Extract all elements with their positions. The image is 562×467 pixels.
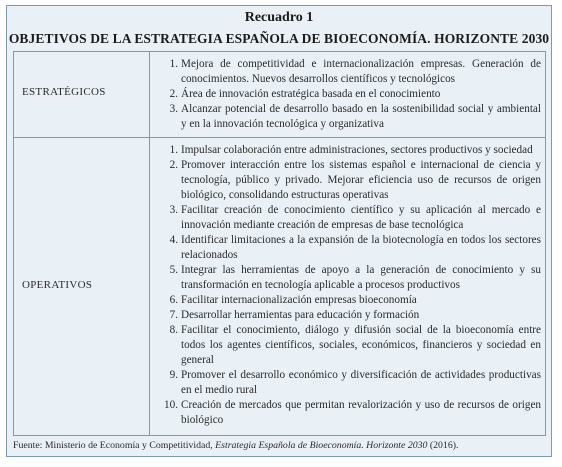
item-text: Facilitar internacionalización empresas bioeconomía [181,294,417,306]
operative-row [14,137,545,435]
item-number: 1. [169,58,178,70]
item-text: Área de innovación estratégica basada en el conocimiento [181,88,441,100]
item-text: Alcanzar potencial de desarrollo basado en la sostenibilidad social y ambiental y en la innovación tecnológica y organizativa [181,103,541,130]
item-number: 1. [169,144,178,156]
item-text: Integrar las herramientas de apoyo a la generación de conocimiento y su transformación en tecnología aplicable a procesos productivos [181,264,541,291]
list-item [156,368,541,398]
list-item [156,308,541,323]
item-text: Creación de mercados que permitan revalorización y uso de recursos de origen biológico [181,399,541,426]
strategic-objectives-list [156,57,541,132]
item-number: 4. [169,234,178,246]
item-text: Facilitar el conocimiento, diálogo y difusión social de la bioeconomía entre todos los agentes científicos, sociales, económicos, financieros y sociedad en general [181,324,541,366]
source-suffix: (2016). [427,440,459,451]
objectives-table [13,51,546,436]
item-number: 7. [169,309,178,321]
source-prefix: Fuente: Ministerio de Economía y Competitividad, [13,440,216,451]
box-label: Recuadro 1 [244,10,314,25]
item-text: Desarrollar herramientas para educación y formación [181,309,420,321]
item-text: Impulsar colaboración entre administraciones, sectores productivos y sociedad [181,144,533,156]
item-text: Facilitar creación de conocimiento científico y su aplicación al mercado e innovación mediante creación de empresas de base tecnológica [181,204,541,231]
list-item [156,263,541,293]
item-number: 8. [169,324,178,336]
item-text: Promover el desarrollo económico y diversificación de actividades productivas en el medio rural [181,369,541,396]
list-item [156,143,541,158]
item-number: 6. [169,294,178,306]
list-item [156,323,541,368]
list-item [156,87,541,102]
list-item [156,398,541,428]
item-number: 10. [164,399,178,411]
item-text: Promover interacción entre los sistemas español e internacional de ciencia y tecnología, público y privado. Mejorar eficiencia uso de recursos de origen biológico, consolidando estructuras operativas [181,159,541,201]
item-number: 9. [169,369,178,381]
source-note [13,440,458,451]
operative-category-label: OPERATIVOS [22,279,93,291]
list-item [156,233,541,263]
strategic-row [14,52,545,137]
item-text: Mejora de competitividad e internacionalización empresas. Generación de conocimientos. Nuevos desarrollos científicos y tecnológicos [181,58,541,85]
list-item [156,293,541,308]
strategic-category-label: ESTRATÉGICOS [22,86,106,98]
item-number: 5. [169,264,178,276]
operative-category-cell [14,138,150,435]
operative-objectives-list [156,143,541,428]
list-item [156,203,541,233]
item-text: Identificar limitaciones a la expansión de la biotecnología en todos los sectores relacionados [181,234,541,261]
list-item [156,57,541,87]
strategic-category-cell [14,52,150,137]
list-item [156,158,541,203]
item-number: 3. [169,204,178,216]
list-item [156,102,541,132]
item-number: 2. [169,88,178,100]
item-number: 3. [169,103,178,115]
box-title: OBJETIVOS DE LA ESTRATEGIA ESPAÑOLA DE BIOECONOMÍA. HORIZONTE 2030 [8,31,550,46]
source-title: Estrategia Española de Bioeconomía. Horizonte 2030 [215,440,428,451]
sidebar-box [6,5,552,457]
item-number: 2. [169,159,178,171]
